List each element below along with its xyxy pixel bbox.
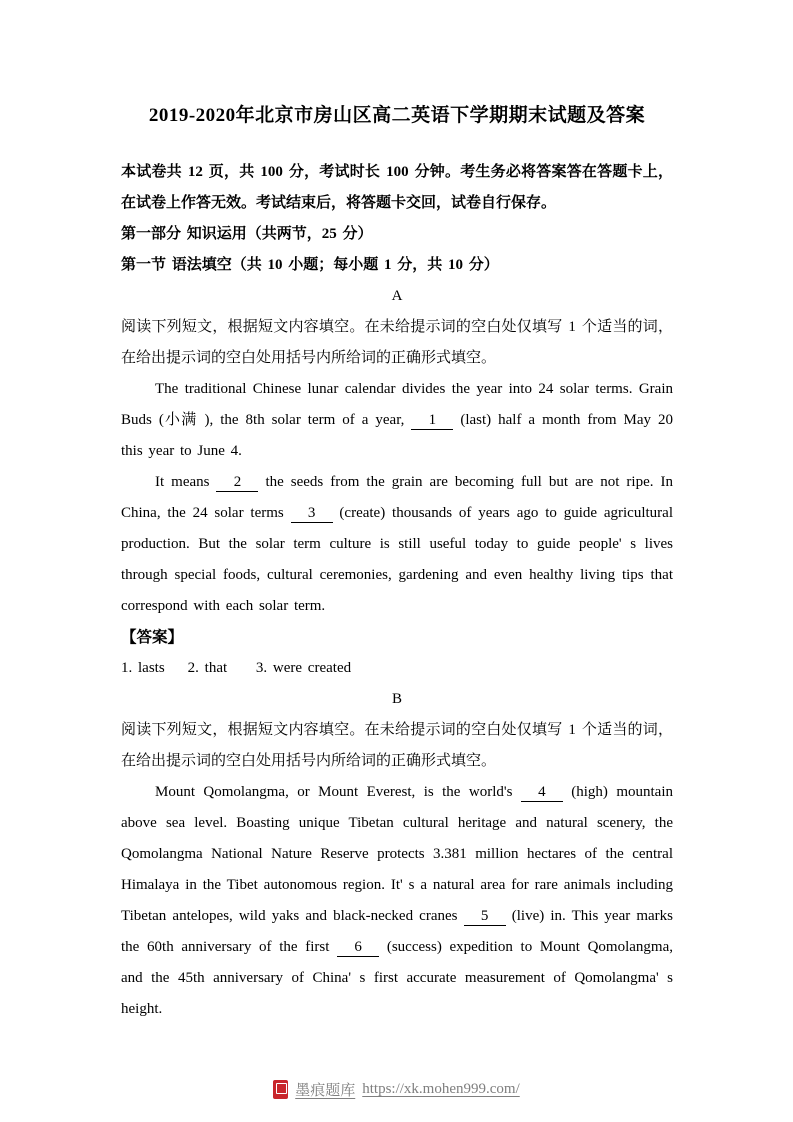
blank-4: 4 [521,784,563,802]
passage-a-paragraph-2 [121,467,673,622]
text-run: (last) half a month from May 20 this year to June 4. [121,412,673,459]
blank-1: 1 [411,412,453,430]
blank-5: 5 [464,908,506,926]
text-run: (live) in. This year marks the 60th anniversary of the first [121,908,674,955]
page-title: 2019-2020年北京市房山区高二英语下学期期末试题及答案 [148,105,646,126]
passage-a-instructions: 阅读下列短文，根据短文内容填空。在未给提示词的空白处仅填写 1 个适当的词， 在给出提示词的空白处用括号内所给词的正确形式填空。 [121,319,673,366]
blank-6: 6 [337,939,379,957]
text-run: Mount Qomolangma, or Mount Everest, is the world's [155,784,521,800]
passage-b-instructions: 阅读下列短文，根据短文内容填空。在未给提示词的空白处仅填写 1 个适当的词， 在给出提示词的空白处用括号内所给词的正确形式填空。 [121,722,673,769]
text-run: The traditional Chinese lunar calendar divides the year into 24 solar terms. Grain Buds (小满 ), the 8th solar term of a year, [121,381,673,428]
footer [0,1079,793,1100]
answer-line: 1. lasts 2. that 3. were created [121,660,352,676]
passage-a-label: A [391,288,403,304]
text-run: (success) expedition to Mount Qomolangma, and the 45th anniversary of China' s first accurate measurement of Qomolangma' s height. [121,939,673,1017]
text-run: the seeds from the grain are becoming full but are not ripe. In China, the 24 solar terms [121,474,673,521]
section-one-heading: 第一节 语法填空（共 10 小题；每小题 1 分，共 10 分） [121,257,499,273]
part-one-heading: 第一部分 知识运用（共两节，25 分） [121,226,373,242]
passage-b-paragraph-1 [121,777,673,1025]
mohen-logo-icon [273,1080,288,1099]
footer-site-name: 墨痕题库 [295,1083,356,1099]
blank-3: 3 [291,505,333,523]
text-run: It means [155,474,217,490]
blank-2: 2 [216,474,258,492]
passage-a-paragraph-1 [121,374,673,467]
text-run: (high) mountain above sea level. Boasting unique Tibetan cultural heritage and natural scenery, the Qomolangma National Nature Reserve protects 3.381 million hectares of the central Himalaya in the Tibet autonomous region. It' s a natural area for rare animals including Tibetan antelopes, wild yaks and black-necked cranes [121,784,673,924]
exam-notice: 本试卷共 12 页，共 100 分，考试时长 100 分钟。考生务必将答案答在答题卡上， 在试卷上作答无效。考试结束后，将答题卡交回，试卷自行保存。 [121,164,673,211]
footer-url-link[interactable]: https://xk.mohen999.com/ [362,1081,520,1097]
text-run: (create) thousands of years ago to guide agricultural production. But the solar term culture is still useful today to guide people' s lives through special foods, cultural ceremonies, gardening and even healthy living tips that correspond with each solar term. [121,505,673,614]
answer-heading: 【答案】 [121,629,184,646]
passage-b-label: B [391,691,402,707]
